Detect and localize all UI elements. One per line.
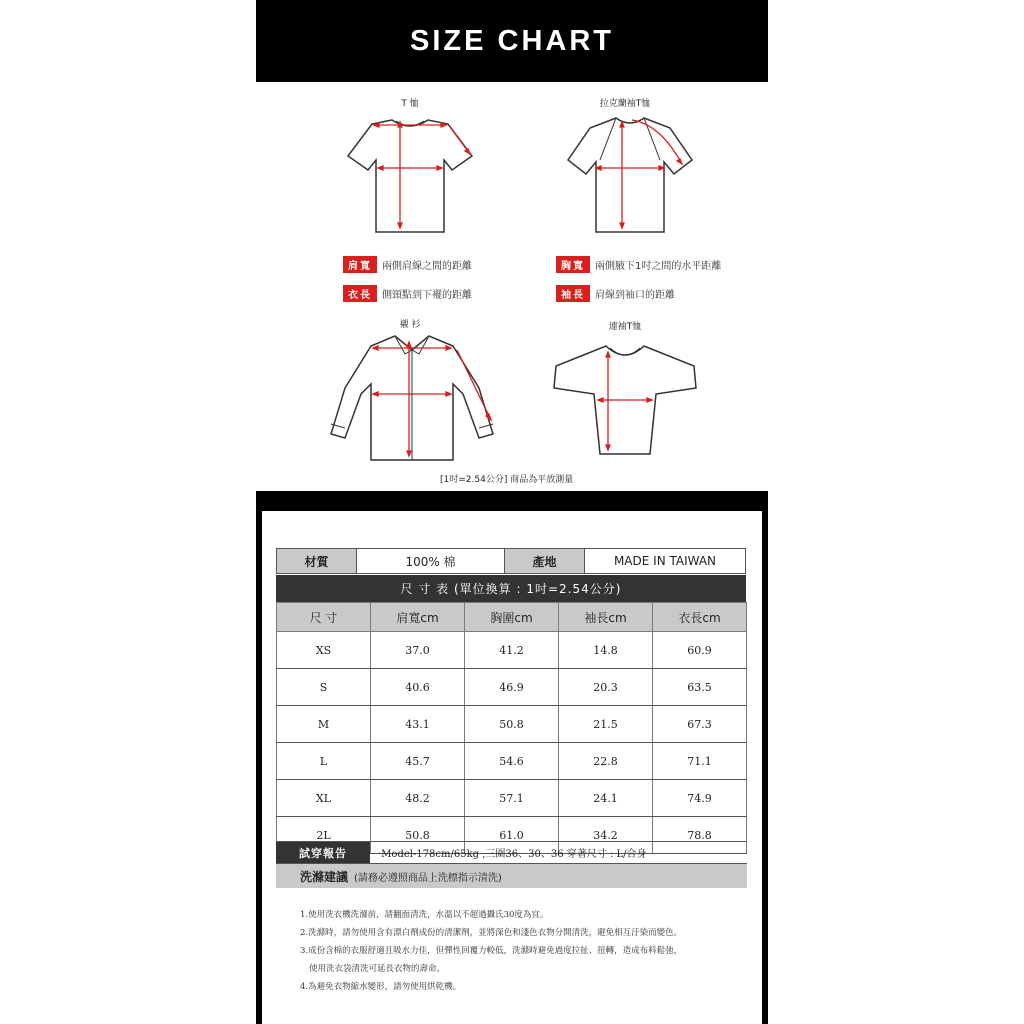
header-sleeve: 袖長cm [559, 603, 653, 632]
dolman-label: 連袖T恤 [608, 322, 642, 332]
fit-report-value: ‧Model-178cm/65kg ,三圍36、30、36 穿著尺寸 : L/合身 [378, 849, 647, 860]
cell-chest: 54.6 [465, 743, 559, 780]
cell-length: 67.3 [653, 706, 747, 743]
wash-item: 3.成份含棉的衣服舒適且吸水力佳，但彈性回覆力較低，洗滌時避免過度拉扯、扭轉，造成布料鬆弛， [300, 946, 683, 956]
cell-chest: 46.9 [465, 669, 559, 706]
fit-report-label: 試穿報告 [276, 842, 370, 863]
fit-report-row [276, 841, 747, 864]
header-shoulder: 肩寬cm [371, 603, 465, 632]
legend-chest [556, 256, 721, 273]
cell-shoulder: 37.0 [371, 632, 465, 669]
cell-shoulder: 43.1 [371, 706, 465, 743]
cell-length: 63.5 [653, 669, 747, 706]
legend-text: 兩側腋下1吋之間的水平距離 [595, 261, 722, 272]
tshirt-diagram [340, 108, 480, 240]
size-chart-header [256, 0, 768, 82]
material-label: 材質 [277, 549, 357, 573]
cell-sleeve: 14.8 [559, 632, 653, 669]
legend-tag: 胸寬 [556, 256, 590, 273]
cell-sleeve: 24.1 [559, 780, 653, 817]
wash-header [276, 864, 747, 888]
wash-heading: 洗滌建議 [300, 869, 349, 884]
cell-length: 60.9 [653, 632, 747, 669]
measurement-note: [1吋=2.54公分] 商品為平放測量 [440, 475, 574, 485]
legend-tag: 肩寬 [343, 256, 377, 273]
size-table [276, 602, 747, 854]
table-row [277, 706, 747, 743]
raglan-label: 拉克蘭袖T恤 [599, 99, 651, 109]
legend-text: 側頸點到下襬的距離 [382, 290, 472, 301]
table-row [277, 780, 747, 817]
wash-instructions [300, 906, 740, 996]
wash-subheading: (請務必遵照商品上洗標指示清洗) [354, 872, 502, 884]
cell-chest: 61.0 [465, 817, 559, 854]
cell-sleeve: 20.3 [559, 669, 653, 706]
cell-chest: 41.2 [465, 632, 559, 669]
raglan-diagram [560, 108, 700, 240]
size-table-title: 尺 寸 表 (單位換算 : 1吋=2.54公分) [276, 575, 746, 602]
dolman-diagram [550, 336, 700, 466]
header-chest: 胸圍cm [465, 603, 559, 632]
size-table-header [277, 603, 747, 632]
cell-shoulder: 40.6 [371, 669, 465, 706]
cell-sleeve: 34.2 [559, 817, 653, 854]
cell-sleeve: 21.5 [559, 706, 653, 743]
legend-tag: 衣長 [343, 285, 377, 302]
cell-chest: 50.8 [465, 706, 559, 743]
cell-chest: 57.1 [465, 780, 559, 817]
material-origin-row [276, 548, 746, 574]
cell-size: M [277, 706, 371, 743]
legend-text: 肩線到袖口的距離 [595, 290, 675, 301]
cell-size: 2L [277, 817, 371, 854]
cell-shoulder: 48.2 [371, 780, 465, 817]
tshirt-label: T 恤 [401, 99, 419, 109]
origin-value: MADE IN TAIWAN [585, 549, 745, 573]
origin-label: 產地 [505, 549, 585, 573]
cell-sleeve: 22.8 [559, 743, 653, 780]
cell-length: 78.8 [653, 817, 747, 854]
table-row [277, 632, 747, 669]
legend-length [343, 285, 472, 302]
wash-item: 2.洗滌時，請勿使用含有漂白劑成份的清潔劑，並將深色和淺色衣物分開清洗，避免相互汙染而變色。 [300, 928, 683, 938]
legend-shoulder [343, 256, 472, 273]
table-row [277, 743, 747, 780]
wash-item: 使用洗衣袋清洗可延長衣物的壽命。 [309, 964, 446, 974]
cell-shoulder: 45.7 [371, 743, 465, 780]
cell-length: 71.1 [653, 743, 747, 780]
header-size: 尺 寸 [277, 603, 371, 632]
cell-size: S [277, 669, 371, 706]
legend-tag: 袖長 [556, 285, 590, 302]
legend-text: 兩側肩線之間的距離 [382, 261, 472, 272]
shirt-diagram [325, 328, 500, 464]
cell-size: XL [277, 780, 371, 817]
wash-item: 4.為避免衣物縮水變形，請勿使用烘乾機。 [300, 982, 462, 992]
legend-sleeve [556, 285, 675, 302]
material-value: 100% 棉 [357, 549, 505, 573]
page-title: SIZE CHART [410, 24, 614, 57]
header-length: 衣長cm [653, 603, 747, 632]
cell-size: XS [277, 632, 371, 669]
cell-shoulder: 50.8 [371, 817, 465, 854]
cell-size: L [277, 743, 371, 780]
wash-item: 1.使用洗衣機洗滌前，請翻面清洗，水溫以不超過攝氏30度為宜。 [300, 910, 549, 920]
cell-length: 74.9 [653, 780, 747, 817]
shirt-label: 襯 衫 [399, 320, 421, 330]
table-row [277, 669, 747, 706]
